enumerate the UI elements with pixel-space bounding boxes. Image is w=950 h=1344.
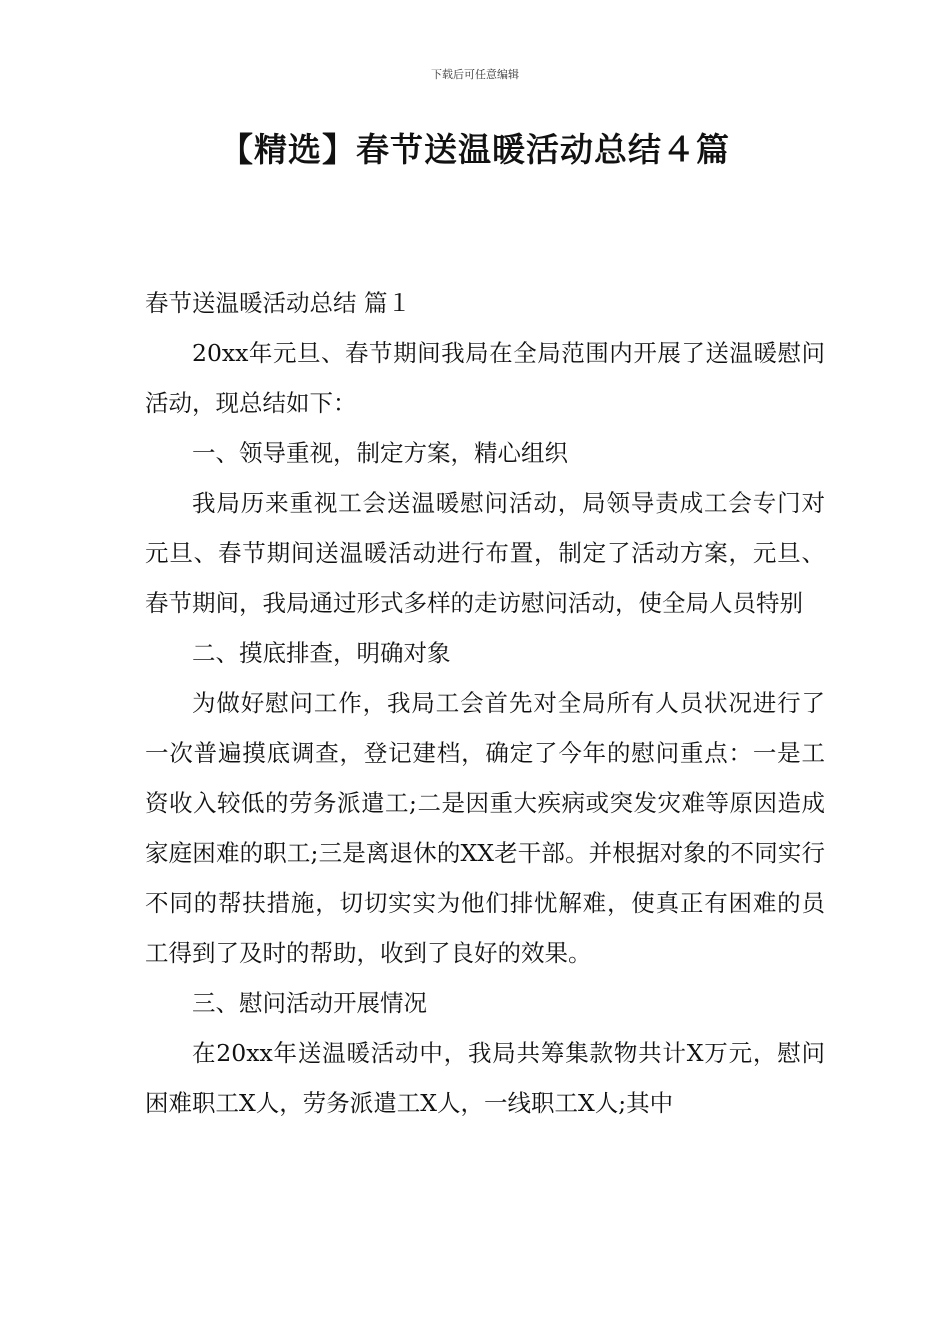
paragraph-2: 为做好慰问工作，我局工会首先对全局所有人员状况进行了一次普遍摸底调查，登记建档，确定了今年的慰问重点：一是工资收入较低的劳务派遣工;二是因重大疾病或突发灾难等原因造成家庭困难的职工;三是离退休的XX老干部。并根据对象的不同实行不同的帮扶措施，切切实实为他们排忧解难，使真正有困难的员工得到了及时的帮助，收到了良好的效果。 xyxy=(145,689,825,967)
document-body xyxy=(145,278,825,1128)
paragraph-3: 在20xx年送温暖活动中，我局共筹集款物共计X万元，慰问困难职工X人，劳务派遣工X人，一线职工X人;其中 xyxy=(145,1039,825,1117)
document-title: 【精选】春节送温暖活动总结４篇 xyxy=(220,130,730,169)
subheading-3: 三、慰问活动开展情况 xyxy=(192,989,427,1017)
header-note: 下载后可任意编辑 xyxy=(431,68,519,81)
subheading-2: 二、摸底排查，明确对象 xyxy=(192,639,451,667)
section-heading: 春节送温暖活动总结 篇１ xyxy=(145,289,411,317)
paragraph-1: 我局历来重视工会送温暖慰问活动，局领导责成工会专门对元旦、春节期间送温暖活动进行布置，制定了活动方案，元旦、春节期间，我局通过形式多样的走访慰问活动，使全局人员特别 xyxy=(145,489,825,617)
paragraph-intro: 20xx年元旦、春节期间我局在全局范围内开展了送温暖慰问活动，现总结如下： xyxy=(145,339,825,417)
subheading-1: 一、领导重视，制定方案，精心组织 xyxy=(192,439,568,467)
